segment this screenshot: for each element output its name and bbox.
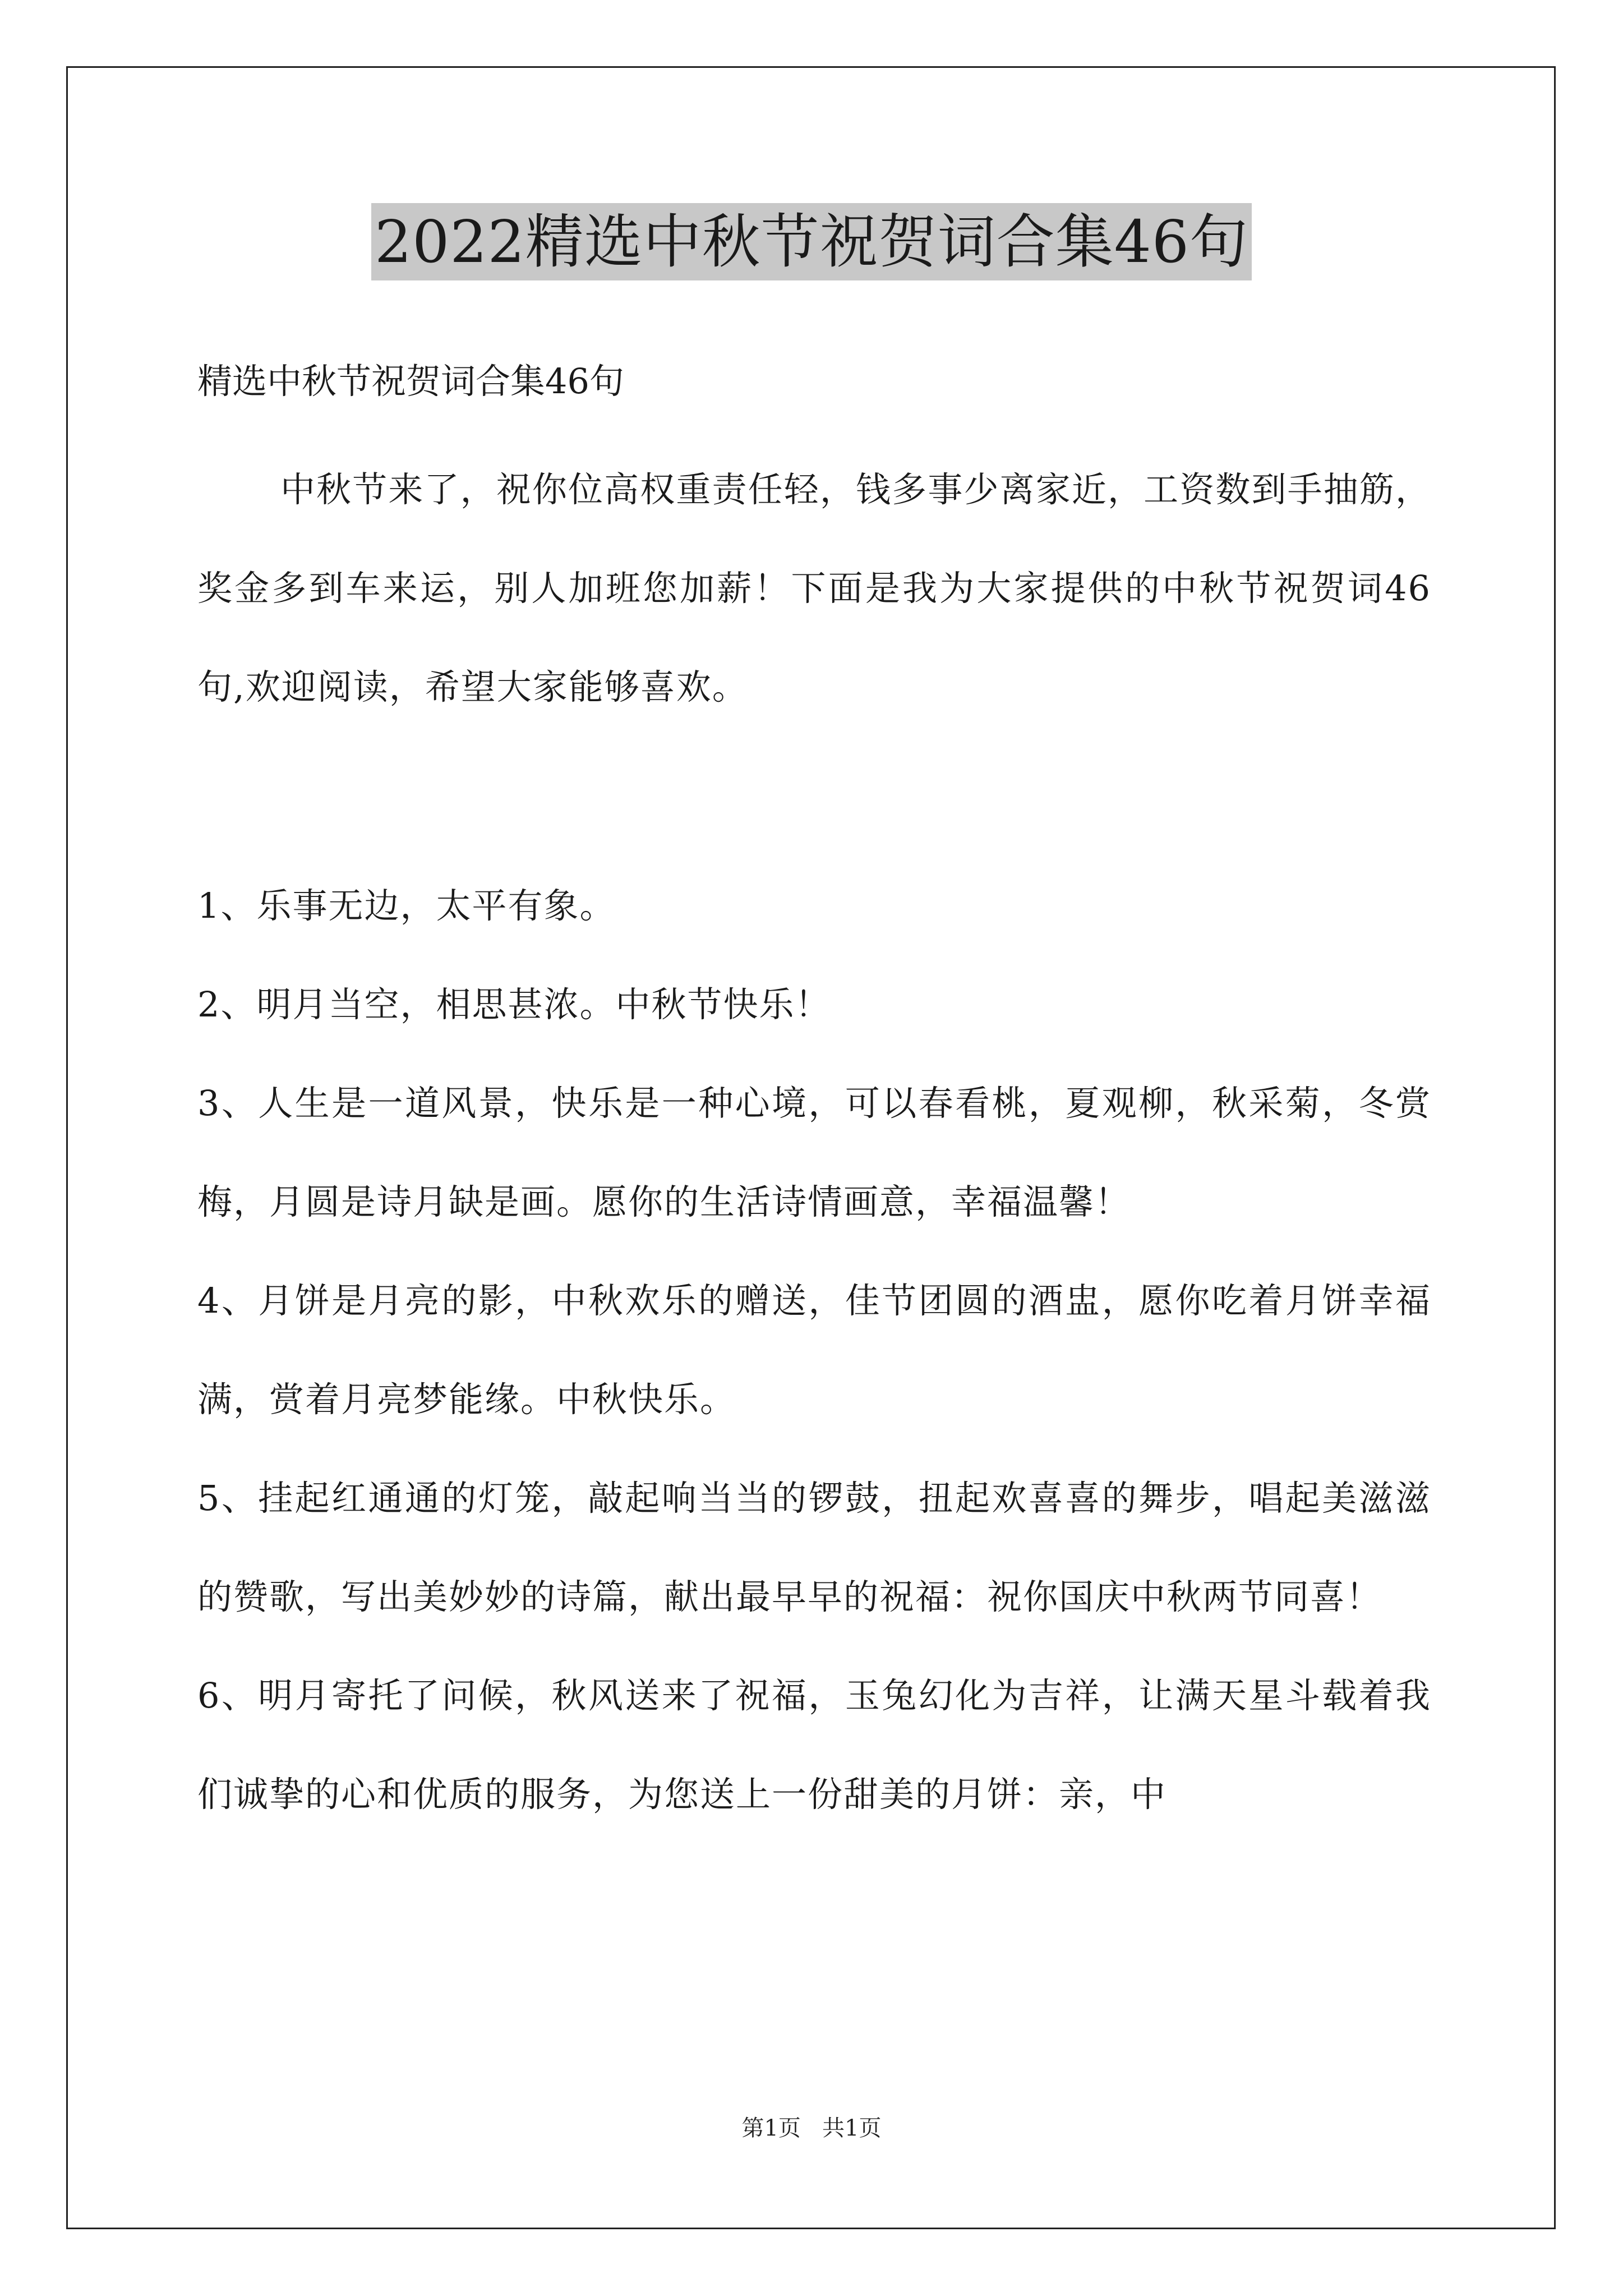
list-item: 5、挂起红通通的灯笼，敲起响当当的锣鼓，扭起欢喜喜的舞步，唱起美滋滋的赞歌，写出美妙妙的诗篇，献出最早早的祝福：祝你国庆中秋两节同喜！ xyxy=(197,1478,1431,1617)
list-item: 1、乐事无边，太平有象。 xyxy=(197,885,616,926)
list-item: 3、人生是一道风景，快乐是一种心境，可以春看桃，夏观柳，秋采菊，冬赏梅，月圆是诗月缺是画。愿你的生活诗情画意，幸福温馨！ xyxy=(197,1083,1431,1222)
page-footer: 第1页 共1页 xyxy=(741,2115,882,2141)
intro-paragraph: 中秋节来了，祝你位高权重责任轻，钱多事少离家近，工资数到手抽筋，奖金多到车来运，别人加班您加薪！下面是我为大家提供的中秋节祝贺词46句,欢迎阅读，希望大家能够喜欢。 xyxy=(197,469,1431,707)
list-item: 4、月饼是月亮的影，中秋欢乐的赠送，佳节团圆的酒盅，愿你吃着月饼幸福满，赏着月亮梦能缘。中秋快乐。 xyxy=(197,1280,1431,1420)
list-item: 2、明月当空，相思甚浓。中秋节快乐！ xyxy=(197,984,831,1025)
document-title: 2022精选中秋节祝贺词合集46句 xyxy=(371,203,1252,280)
document-body xyxy=(197,345,1431,1844)
document-subtitle: 精选中秋节祝贺词合集46句 xyxy=(197,361,624,402)
section-spacer xyxy=(197,737,1431,857)
list-item: 6、明月寄托了问候，秋风送来了祝福，玉兔幻化为吉祥，让满天星斗载着我们诚挚的心和优质的服务，为您送上一份甜美的月饼：亲，中 xyxy=(197,1675,1431,1815)
greeting-list xyxy=(197,857,1431,1844)
title-container xyxy=(0,203,1623,280)
